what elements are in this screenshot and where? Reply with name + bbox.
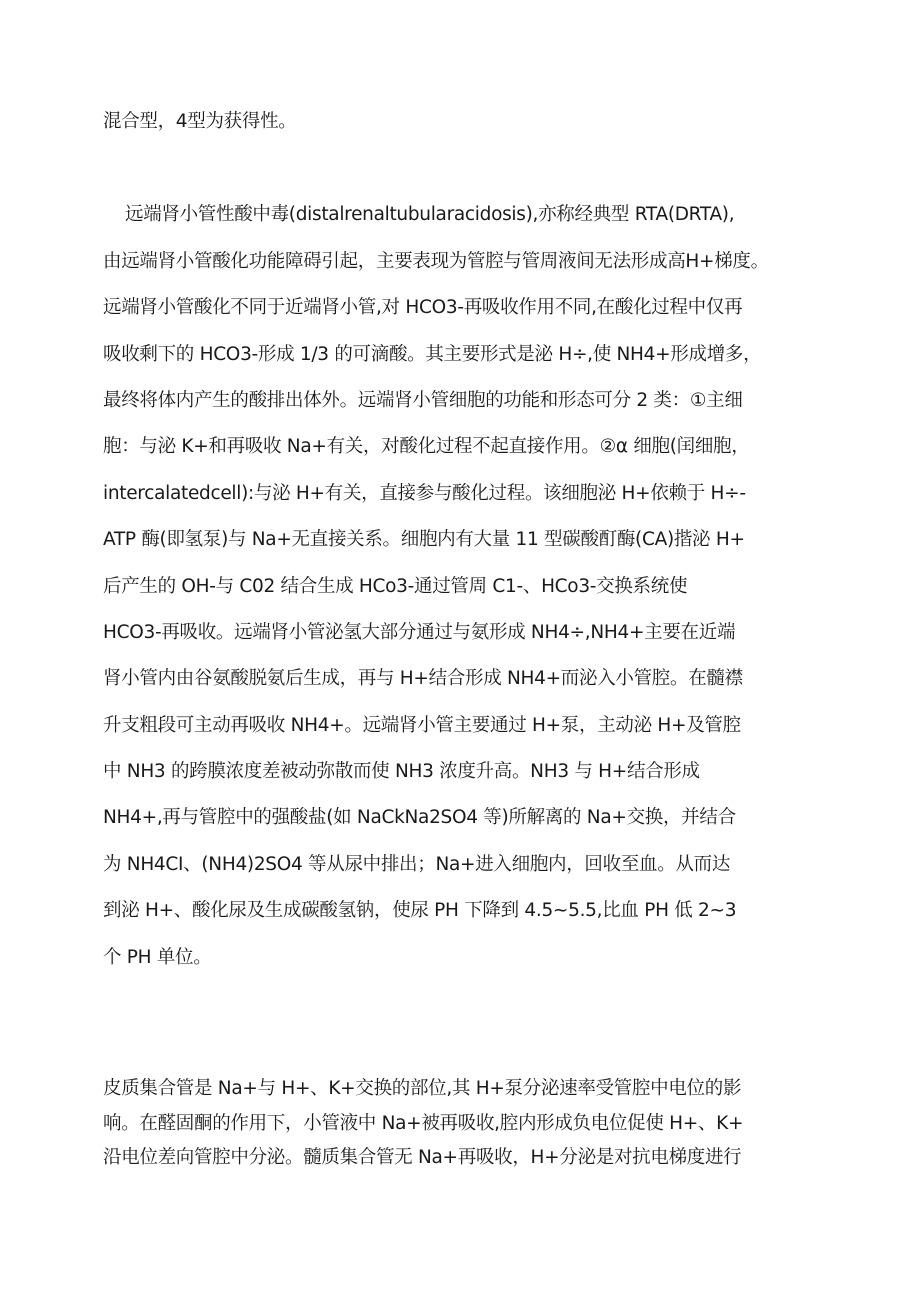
text-line: 由远端肾小管酸化功能障碍引起，主要表现为管腔与管周液间无法形成高H+梯度。 — [103, 251, 769, 272]
text-line: 胞：与泌 K+和再吸收 Na+有关，对酸化过程不起直接作用。②α 细胞(闰细胞， — [103, 436, 750, 457]
text-line: intercalatedcell):与泌 H+有关，直接参与酸化过程。该细胞泌 H+依赖于 H÷- — [103, 483, 746, 504]
text-line: 中 NH3 的跨膜浓度差被动弥散而使 NH3 浓度升高。NH3 与 H+结合形成 — [103, 761, 700, 782]
text-line: 升支粗段可主动再吸收 NH4+。远端肾小管主要通过 H+泵，主动泌 H+及管腔 — [103, 715, 741, 736]
text-line: 沿电位差向管腔中分泌。髓质集合管无 Na+再吸收，H+分泌是对抗电梯度进行 — [103, 1147, 742, 1168]
text-line: 吸收剩下的 HCO3-形成 1/3 的可滴酸。其主要形式是泌 H÷,使 NH4+形成增多， — [103, 344, 762, 365]
text-line: HCO3-再吸收。远端肾小管泌氢大部分通过与氨形成 NH4÷,NH4+主要在近端 — [103, 622, 736, 643]
text-line: 远端肾小管性酸中毒(distalrenaltubularacidosis),亦称经典型 RTA(DRTA), — [125, 204, 735, 225]
text-line: ATP 酶(即氢泵)与 Na+无直接关系。细胞内有大量 11 型碳酸酊酶(CA)揩泌 H+ — [103, 529, 745, 550]
text-line: 到泌 H+、酸化尿及生成碳酸氢钠，使尿 PH 下降到 4.5~5.5,比血 PH 低 2~3 — [103, 900, 737, 921]
text-line: 最终将体内产生的酸排出体外。远端肾小管细胞的功能和形态可分 2 类：①主细 — [103, 390, 743, 411]
text-line: 为 NH4CI、(NH4)2SO4 等从尿中排出；Na+进入细胞内，回收至血。从而达 — [103, 854, 731, 875]
text-line: 后产生的 OH-与 C02 结合生成 HCo3-通过管周 C1-、HCo3-交换系统使 — [103, 576, 688, 597]
text-line: 皮质集合管是 Na+与 H+、K+交换的部位,其 H+泵分泌速率受管腔中电位的影 — [103, 1078, 742, 1099]
text-line: 远端肾小管酸化不同于近端肾小管,对 HCO3-再吸收作用不同,在酸化过程中仅再 — [103, 297, 743, 318]
text-line: 混合型，4型为获得性。 — [103, 111, 297, 132]
text-line: 响。在醛固酮的作用下，小管液中 Na+被再吸收,腔内形成负电位促使 H+、K+ — [103, 1113, 744, 1134]
text-line: NH4+,再与管腔中的强酸盐(如 NaCkNa2SO4 等)所解离的 Na+交换，并结合 — [103, 807, 736, 828]
text-line: 肾小管内由谷氨酸脱氨后生成，再与 H+结合形成 NH4+而泌入小管腔。在髓襟 — [103, 668, 743, 689]
text-line: 个 PH 单位。 — [103, 947, 212, 968]
